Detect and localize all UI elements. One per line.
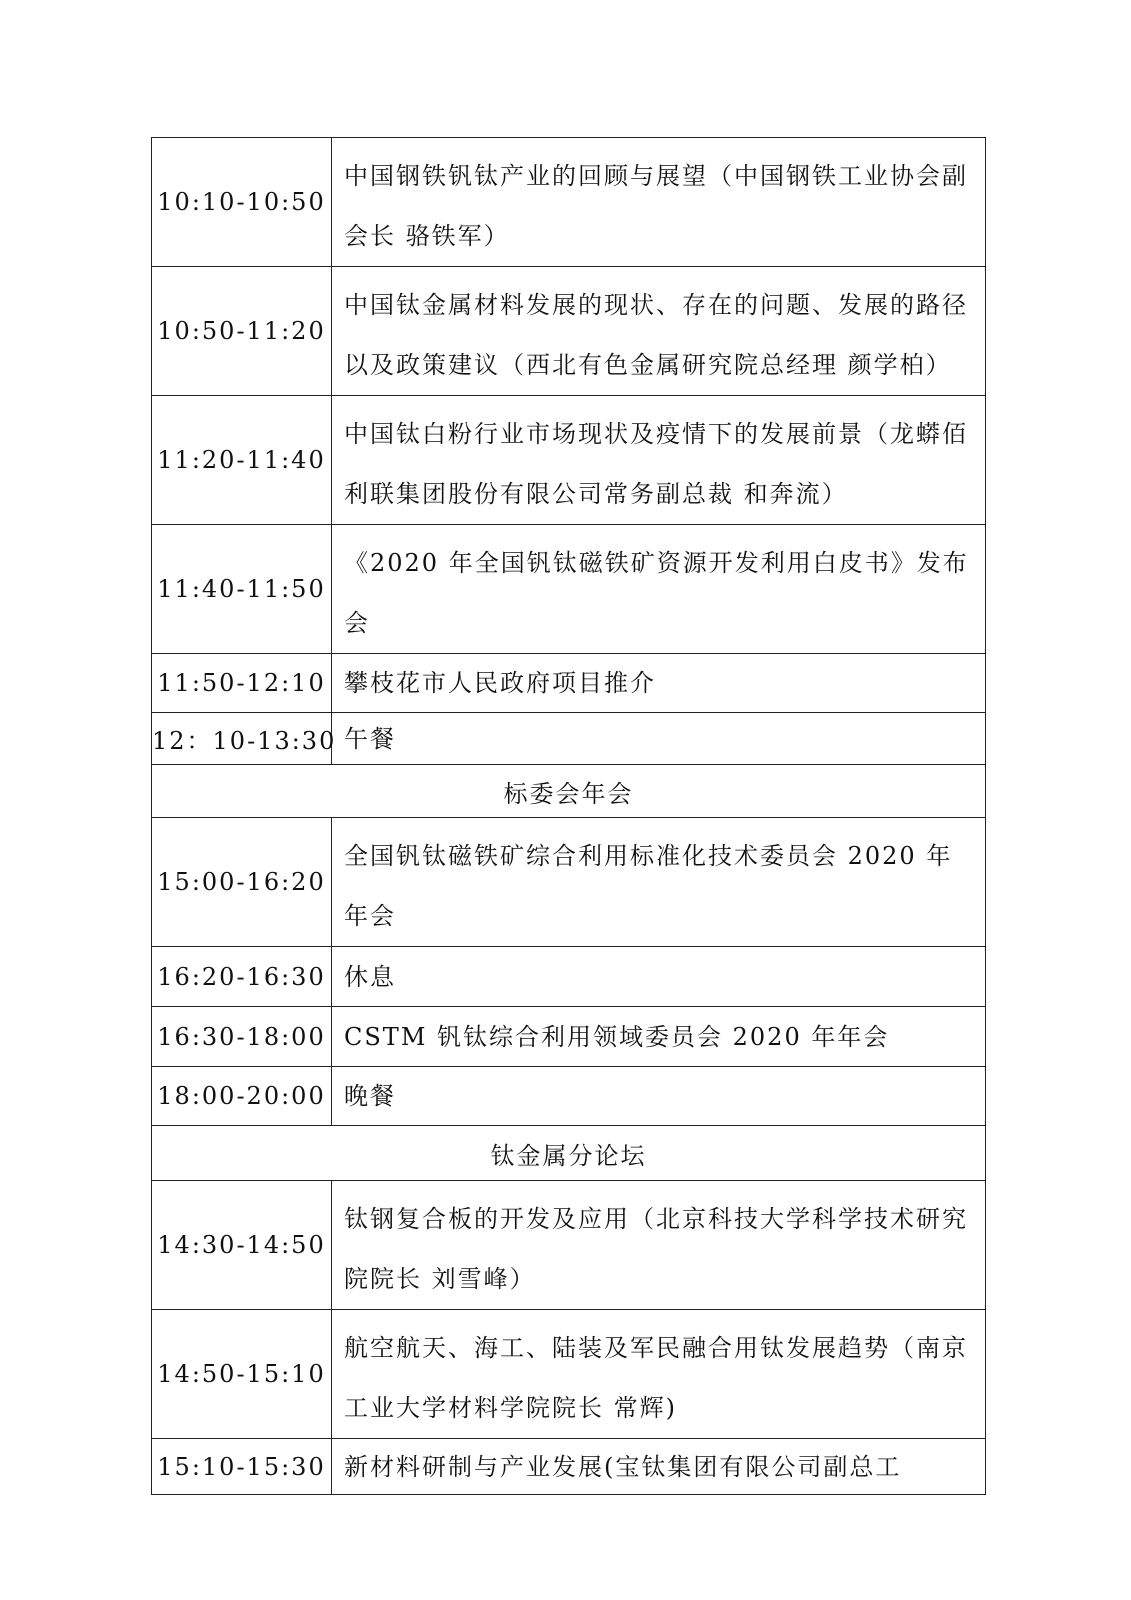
- table-row: [152, 1067, 986, 1126]
- table-row: [152, 1439, 986, 1495]
- time-cell: 11:20-11:40: [152, 396, 332, 525]
- section-header-row: [152, 765, 986, 818]
- time-cell: 10:50-11:20: [152, 267, 332, 396]
- table-row: [152, 818, 986, 947]
- table-row: [152, 947, 986, 1007]
- table-row: [152, 713, 986, 765]
- table-row: [152, 525, 986, 654]
- agenda-item-cell: 午餐: [332, 713, 986, 765]
- schedule-table: [151, 137, 986, 1495]
- time-cell: 14:50-15:10: [152, 1310, 332, 1439]
- table-row: [152, 267, 986, 396]
- time-cell: 14:30-14:50: [152, 1181, 332, 1310]
- agenda-item-cell: 中国钛白粉行业市场现状及疫情下的发展前景（龙蟒佰利联集团股份有限公司常务副总裁 和奔流）: [332, 396, 986, 525]
- agenda-item-cell: CSTM 钒钛综合利用领域委员会 2020 年年会: [332, 1007, 986, 1067]
- time-cell: 18:00-20:00: [152, 1067, 332, 1126]
- time-cell: 11:40-11:50: [152, 525, 332, 654]
- time-cell: 12：10-13:30: [152, 713, 332, 765]
- agenda-item-cell: 新材料研制与产业发展(宝钛集团有限公司副总工: [332, 1439, 986, 1495]
- agenda-item-cell: 中国钛金属材料发展的现状、存在的问题、发展的路径以及政策建议（西北有色金属研究院总经理 颜学柏）: [332, 267, 986, 396]
- section-title-titanium: 钛金属分论坛: [152, 1126, 986, 1181]
- section-title-standards: 标委会年会: [152, 765, 986, 818]
- table-row: [152, 1181, 986, 1310]
- agenda-item-cell: 中国钢铁钒钛产业的回顾与展望（中国钢铁工业协会副会长 骆铁军）: [332, 138, 986, 267]
- agenda-item-cell: 晚餐: [332, 1067, 986, 1126]
- time-cell: 16:20-16:30: [152, 947, 332, 1007]
- agenda-item-cell: 全国钒钛磁铁矿综合利用标准化技术委员会 2020 年年会: [332, 818, 986, 947]
- table-row: [152, 1007, 986, 1067]
- agenda-item-cell: 攀枝花市人民政府项目推介: [332, 654, 986, 713]
- table-row: [152, 396, 986, 525]
- agenda-item-cell: 休息: [332, 947, 986, 1007]
- section-header-row: [152, 1126, 986, 1181]
- time-cell: 11:50-12:10: [152, 654, 332, 713]
- table-row: [152, 138, 986, 267]
- table-row: [152, 1310, 986, 1439]
- time-cell: 15:00-16:20: [152, 818, 332, 947]
- agenda-item-cell: 《2020 年全国钒钛磁铁矿资源开发利用白皮书》发布会: [332, 525, 986, 654]
- agenda-item-cell: 钛钢复合板的开发及应用（北京科技大学科学技术研究院院长 刘雪峰）: [332, 1181, 986, 1310]
- table-row: [152, 654, 986, 713]
- time-cell: 15:10-15:30: [152, 1439, 332, 1495]
- agenda-item-cell: 航空航天、海工、陆装及军民融合用钛发展趋势（南京工业大学材料学院院长 常辉): [332, 1310, 986, 1439]
- time-cell: 16:30-18:00: [152, 1007, 332, 1067]
- time-cell: 10:10-10:50: [152, 138, 332, 267]
